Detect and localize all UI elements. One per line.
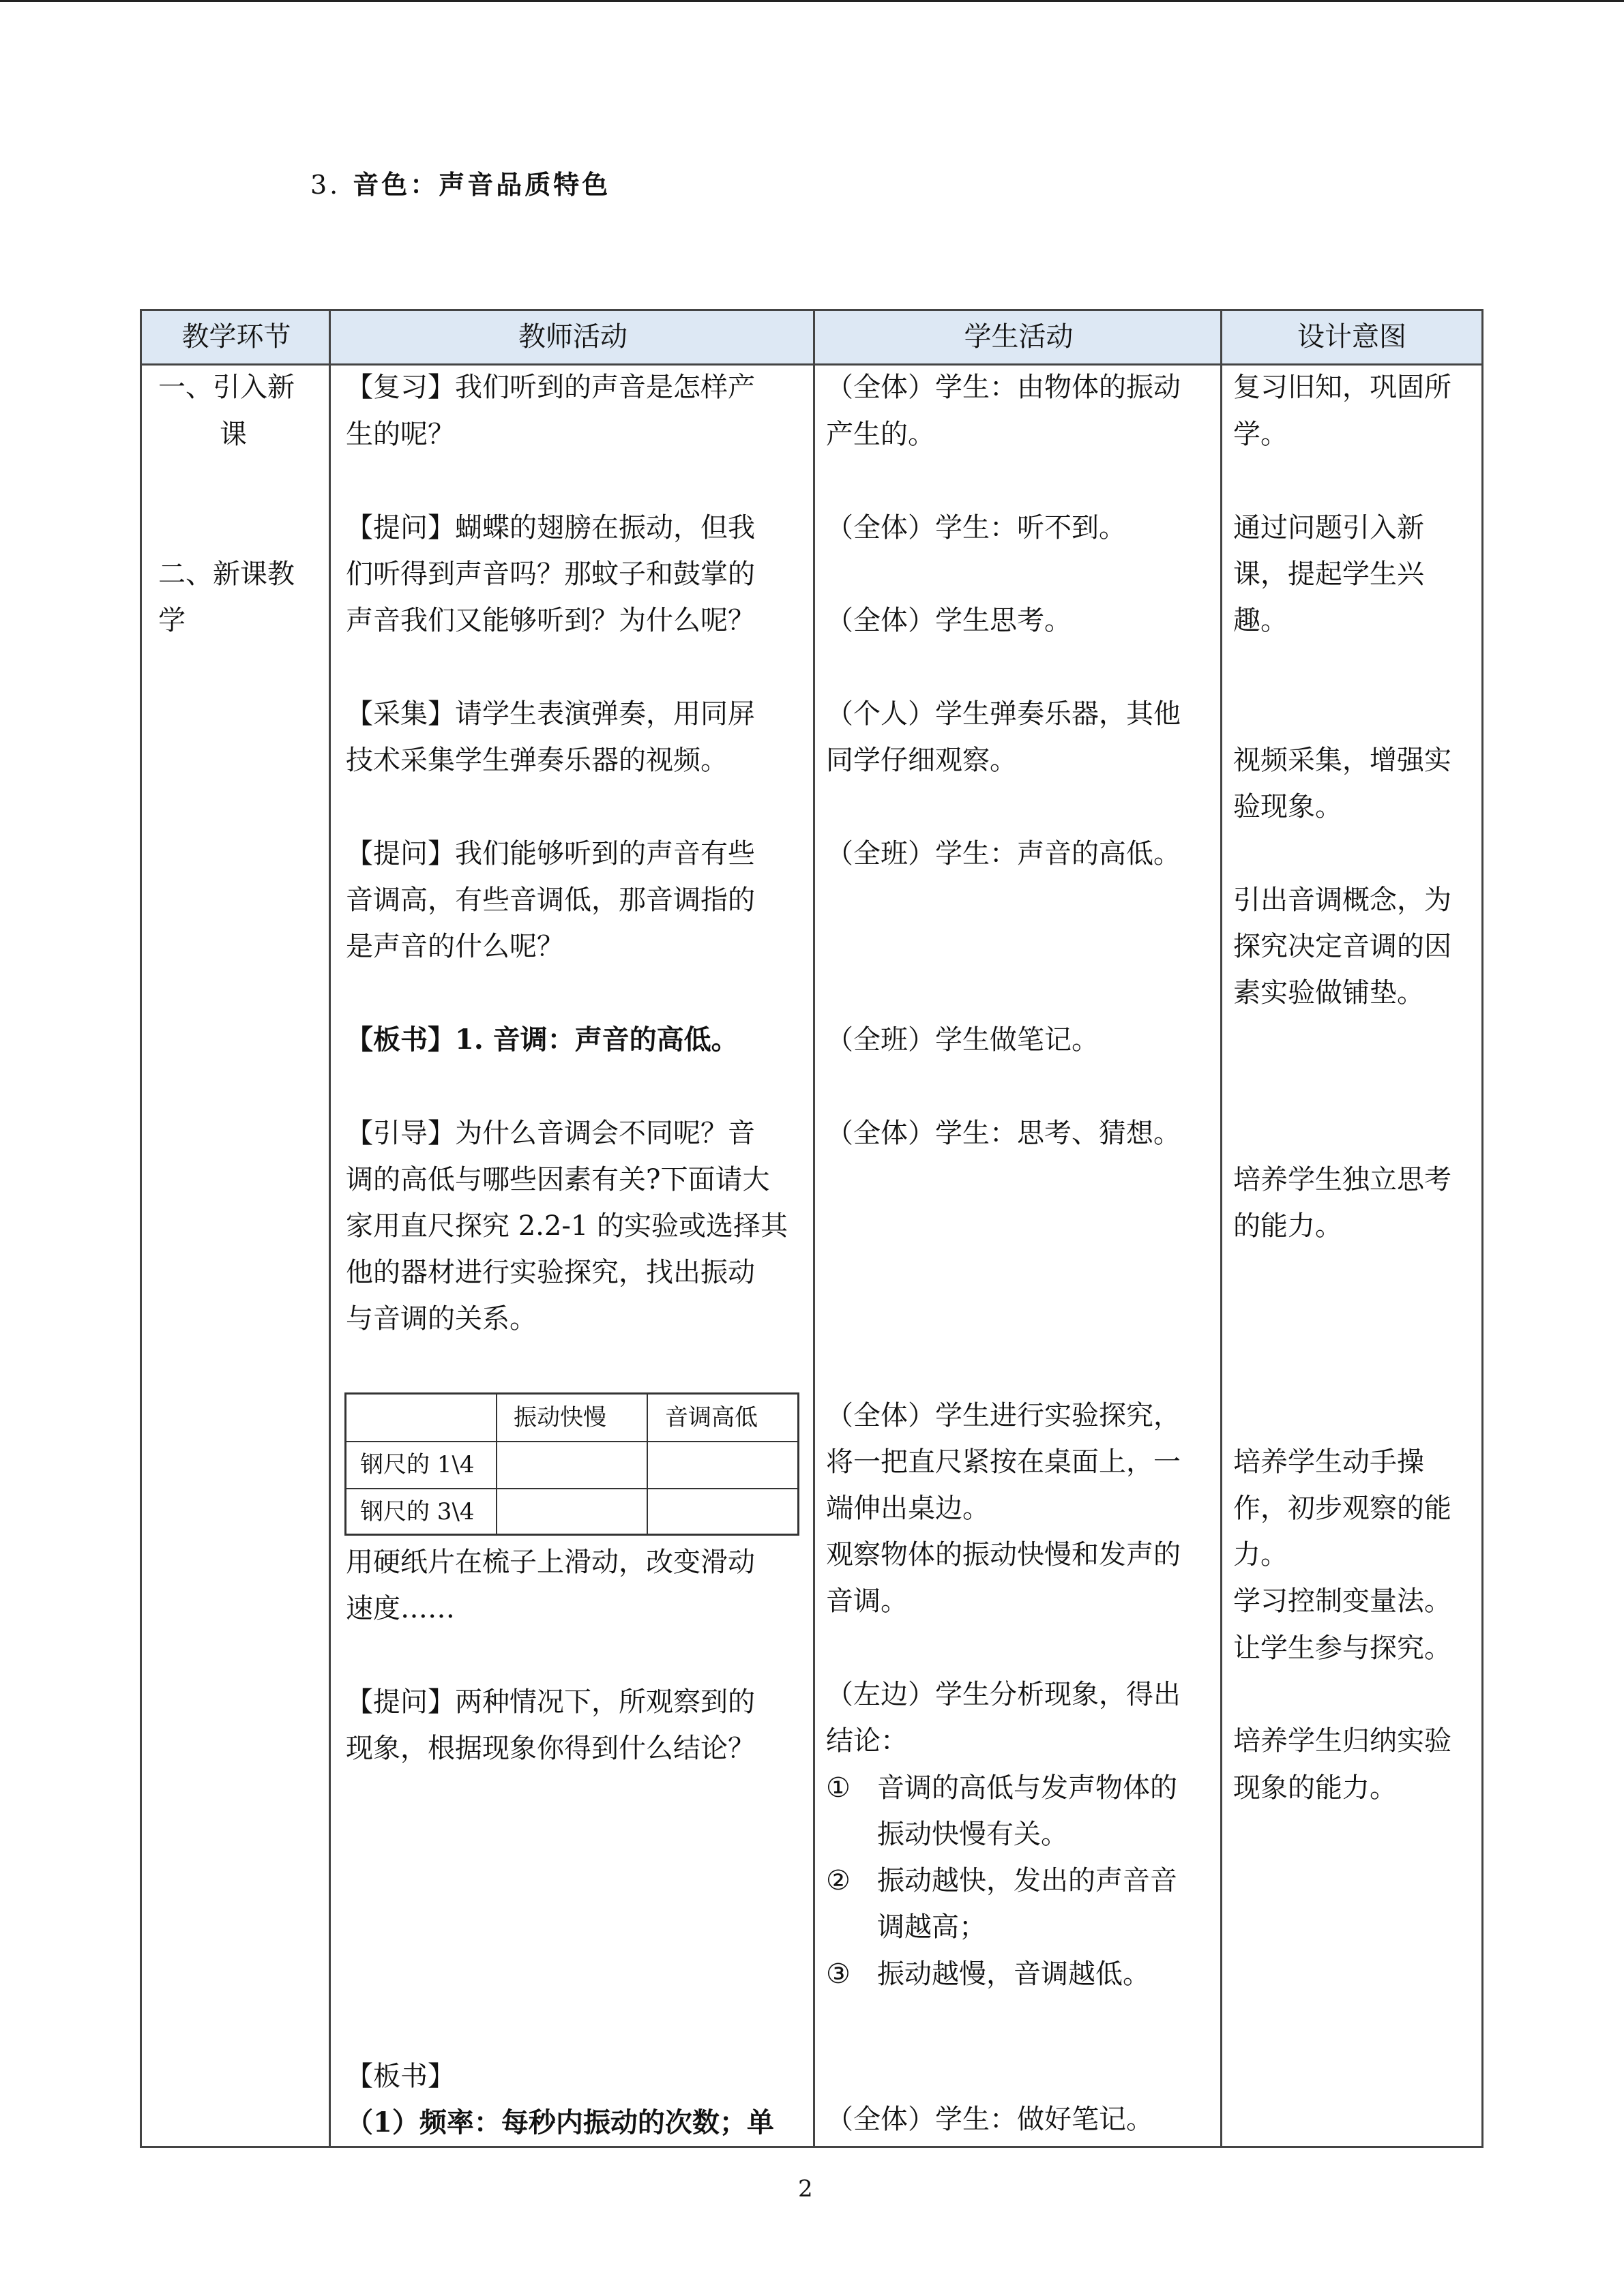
page-number: 2 [798, 2175, 813, 2203]
intent-text-line: 复习旧知，巩固所 [1233, 372, 1451, 403]
page-top-rule [0, 0, 1624, 2]
teacher-text-line: （1）频率：每秒内振动的次数；单 [346, 2106, 774, 2138]
student-text-line: （左边）学生分析现象，得出 [826, 1679, 1181, 1710]
list-marker: ② [826, 1865, 851, 1896]
intent-text-line: 学习控制变量法。 [1233, 1585, 1451, 1617]
heading-number: 3. [310, 170, 341, 200]
experiment-table [344, 1392, 799, 1536]
teacher-text-line: 与音调的关系。 [346, 1303, 537, 1335]
intent-text-line: 素实验做铺垫。 [1233, 977, 1424, 1009]
teacher-text-line: 【复习】我们听到的声音是怎样产 [346, 372, 755, 403]
student-text-line: 观察物体的振动快慢和发声的 [826, 1539, 1181, 1570]
student-answer-3: （全体）学生思考。 [826, 605, 1072, 636]
teacher-text-line: 调的高低与哪些因素有关?下面请大 [346, 1164, 770, 1195]
teacher-text-line: 声音我们又能够听到？为什么呢？ [346, 605, 755, 636]
teacher-text-line: 【采集】请学生表演弹奏，用同屏 [346, 698, 755, 730]
intent-text-line: 视频采集，增强实 [1233, 745, 1451, 776]
teacher-text-line: 【板书】 [346, 2061, 455, 2092]
stage-new-line2: 学 [158, 605, 186, 636]
column-divider [813, 311, 815, 2146]
experiment-row-label: 钢尺的 3\4 [360, 1498, 475, 1525]
stage-new-line1: 二、新课教 [158, 558, 295, 590]
intent-text-line: 引出音调概念，为 [1233, 884, 1451, 916]
intent-text-line: 现象的能力。 [1233, 1772, 1397, 1804]
experiment-table-rule [496, 1395, 497, 1534]
column-divider [329, 311, 331, 2146]
teacher-text-line: 音调高，有些音调低，那音调指的 [346, 884, 755, 916]
intent-text-line: 力。 [1233, 1539, 1288, 1570]
stage-intro-line1: 一、引入新 [158, 372, 295, 403]
section-heading [310, 164, 610, 201]
teacher-text-line: 【提问】蝴蝶的翅膀在振动，但我 [346, 512, 755, 543]
student-text-line: 振动越快，发出的声音音 [877, 1865, 1177, 1896]
student-text-line: 调越高； [877, 1911, 986, 1943]
experiment-header-vibration: 振动快慢 [514, 1404, 606, 1431]
student-text-line: 端伸出桌边。 [826, 1493, 990, 1524]
teacher-text-line: 速度…… [346, 1593, 455, 1624]
intent-text-line: 培养学生归纳实验 [1233, 1725, 1451, 1757]
intent-text-line: 验现象。 [1233, 791, 1342, 822]
student-answer-7: （全体）学生：思考、猜想。 [826, 1118, 1181, 1149]
experiment-row-label: 钢尺的 1\4 [360, 1451, 475, 1478]
intent-text-line: 培养学生独立思考 [1233, 1164, 1451, 1195]
teacher-text-line: 们听得到声音吗？那蚊子和鼓掌的 [346, 558, 755, 590]
intent-text-line: 学。 [1233, 419, 1288, 450]
intent-text-line: 课，提起学生兴 [1233, 558, 1424, 590]
student-answer-6: （全班）学生做笔记。 [826, 1024, 1099, 1056]
teacher-text-line: 现象，根据现象你得到什么结论？ [346, 1733, 755, 1764]
teacher-board-pitch: 【板书】1. 音调：声音的高低。 [346, 1024, 739, 1056]
column-divider [1220, 311, 1222, 2146]
stage-intro-line2: 课 [220, 419, 247, 450]
student-text-line: 同学仔细观察。 [826, 745, 1017, 776]
list-marker: ① [826, 1772, 851, 1804]
teacher-text-line: 用硬纸片在梳子上滑动，改变滑动 [346, 1547, 755, 1578]
heading-text: 音色：声音品质特色 [353, 169, 611, 200]
teacher-text-line: 家用直尺探究 2.2-1 的实验或选择其 [346, 1210, 788, 1242]
student-text-line: 振动越慢，音调越低。 [877, 1958, 1150, 1990]
student-text-line: 将一把直尺紧按在桌面上，一 [826, 1446, 1181, 1478]
teacher-text-line: 生的呢？ [346, 419, 455, 450]
header-intent: 设计意图 [1297, 321, 1406, 353]
teacher-text-line: 【引导】为什么音调会不同呢？音 [346, 1118, 755, 1149]
student-text-line: （全体）学生：由物体的振动 [826, 372, 1181, 403]
table-header-row [142, 311, 1481, 366]
student-answer-5: （全班）学生：声音的高低。 [826, 838, 1181, 869]
header-teacher: 教师活动 [518, 321, 628, 353]
intent-text-line: 让学生参与探究。 [1233, 1632, 1451, 1664]
intent-text-line: 探究决定音调的因 [1233, 931, 1451, 962]
student-text-line: 音调。 [826, 1585, 908, 1617]
student-answer-2: （全体）学生：听不到。 [826, 512, 1126, 543]
teacher-text-line: 他的器材进行实验探究，找出振动 [346, 1257, 755, 1288]
student-text-line: （全体）学生进行实验探究， [826, 1400, 1181, 1431]
teacher-text-line: 【提问】我们能够听到的声音有些 [346, 838, 755, 869]
teacher-text-line: 是声音的什么呢？ [346, 931, 564, 962]
header-student: 学生活动 [964, 321, 1074, 353]
teacher-text-line: 技术采集学生弹奏乐器的视频。 [346, 745, 728, 776]
teacher-text-line: 【提问】两种情况下，所观察到的 [346, 1686, 755, 1718]
student-text-line: 振动快慢有关。 [877, 1819, 1068, 1850]
intent-text-line: 培养学生动手操 [1233, 1446, 1424, 1478]
intent-text-line: 的能力。 [1233, 1210, 1342, 1242]
intent-text-line: 作，初步观察的能 [1233, 1493, 1451, 1524]
student-text-line: 结论： [826, 1725, 908, 1757]
header-stage: 教学环节 [181, 321, 291, 353]
list-marker: ③ [826, 1958, 851, 1990]
student-text-line: 产生的。 [826, 419, 935, 450]
intent-text-line: 通过问题引入新 [1233, 512, 1424, 543]
experiment-header-pitch: 音调高低 [665, 1404, 758, 1431]
experiment-table-rule [647, 1395, 648, 1534]
student-text-line: 音调的高低与发声物体的 [877, 1772, 1177, 1804]
student-text-line: （个人）学生弹奏乐器，其他 [826, 698, 1181, 730]
student-answer-notes: （全体）学生：做好笔记。 [826, 2104, 1153, 2135]
intent-text-line: 趣。 [1233, 605, 1288, 636]
